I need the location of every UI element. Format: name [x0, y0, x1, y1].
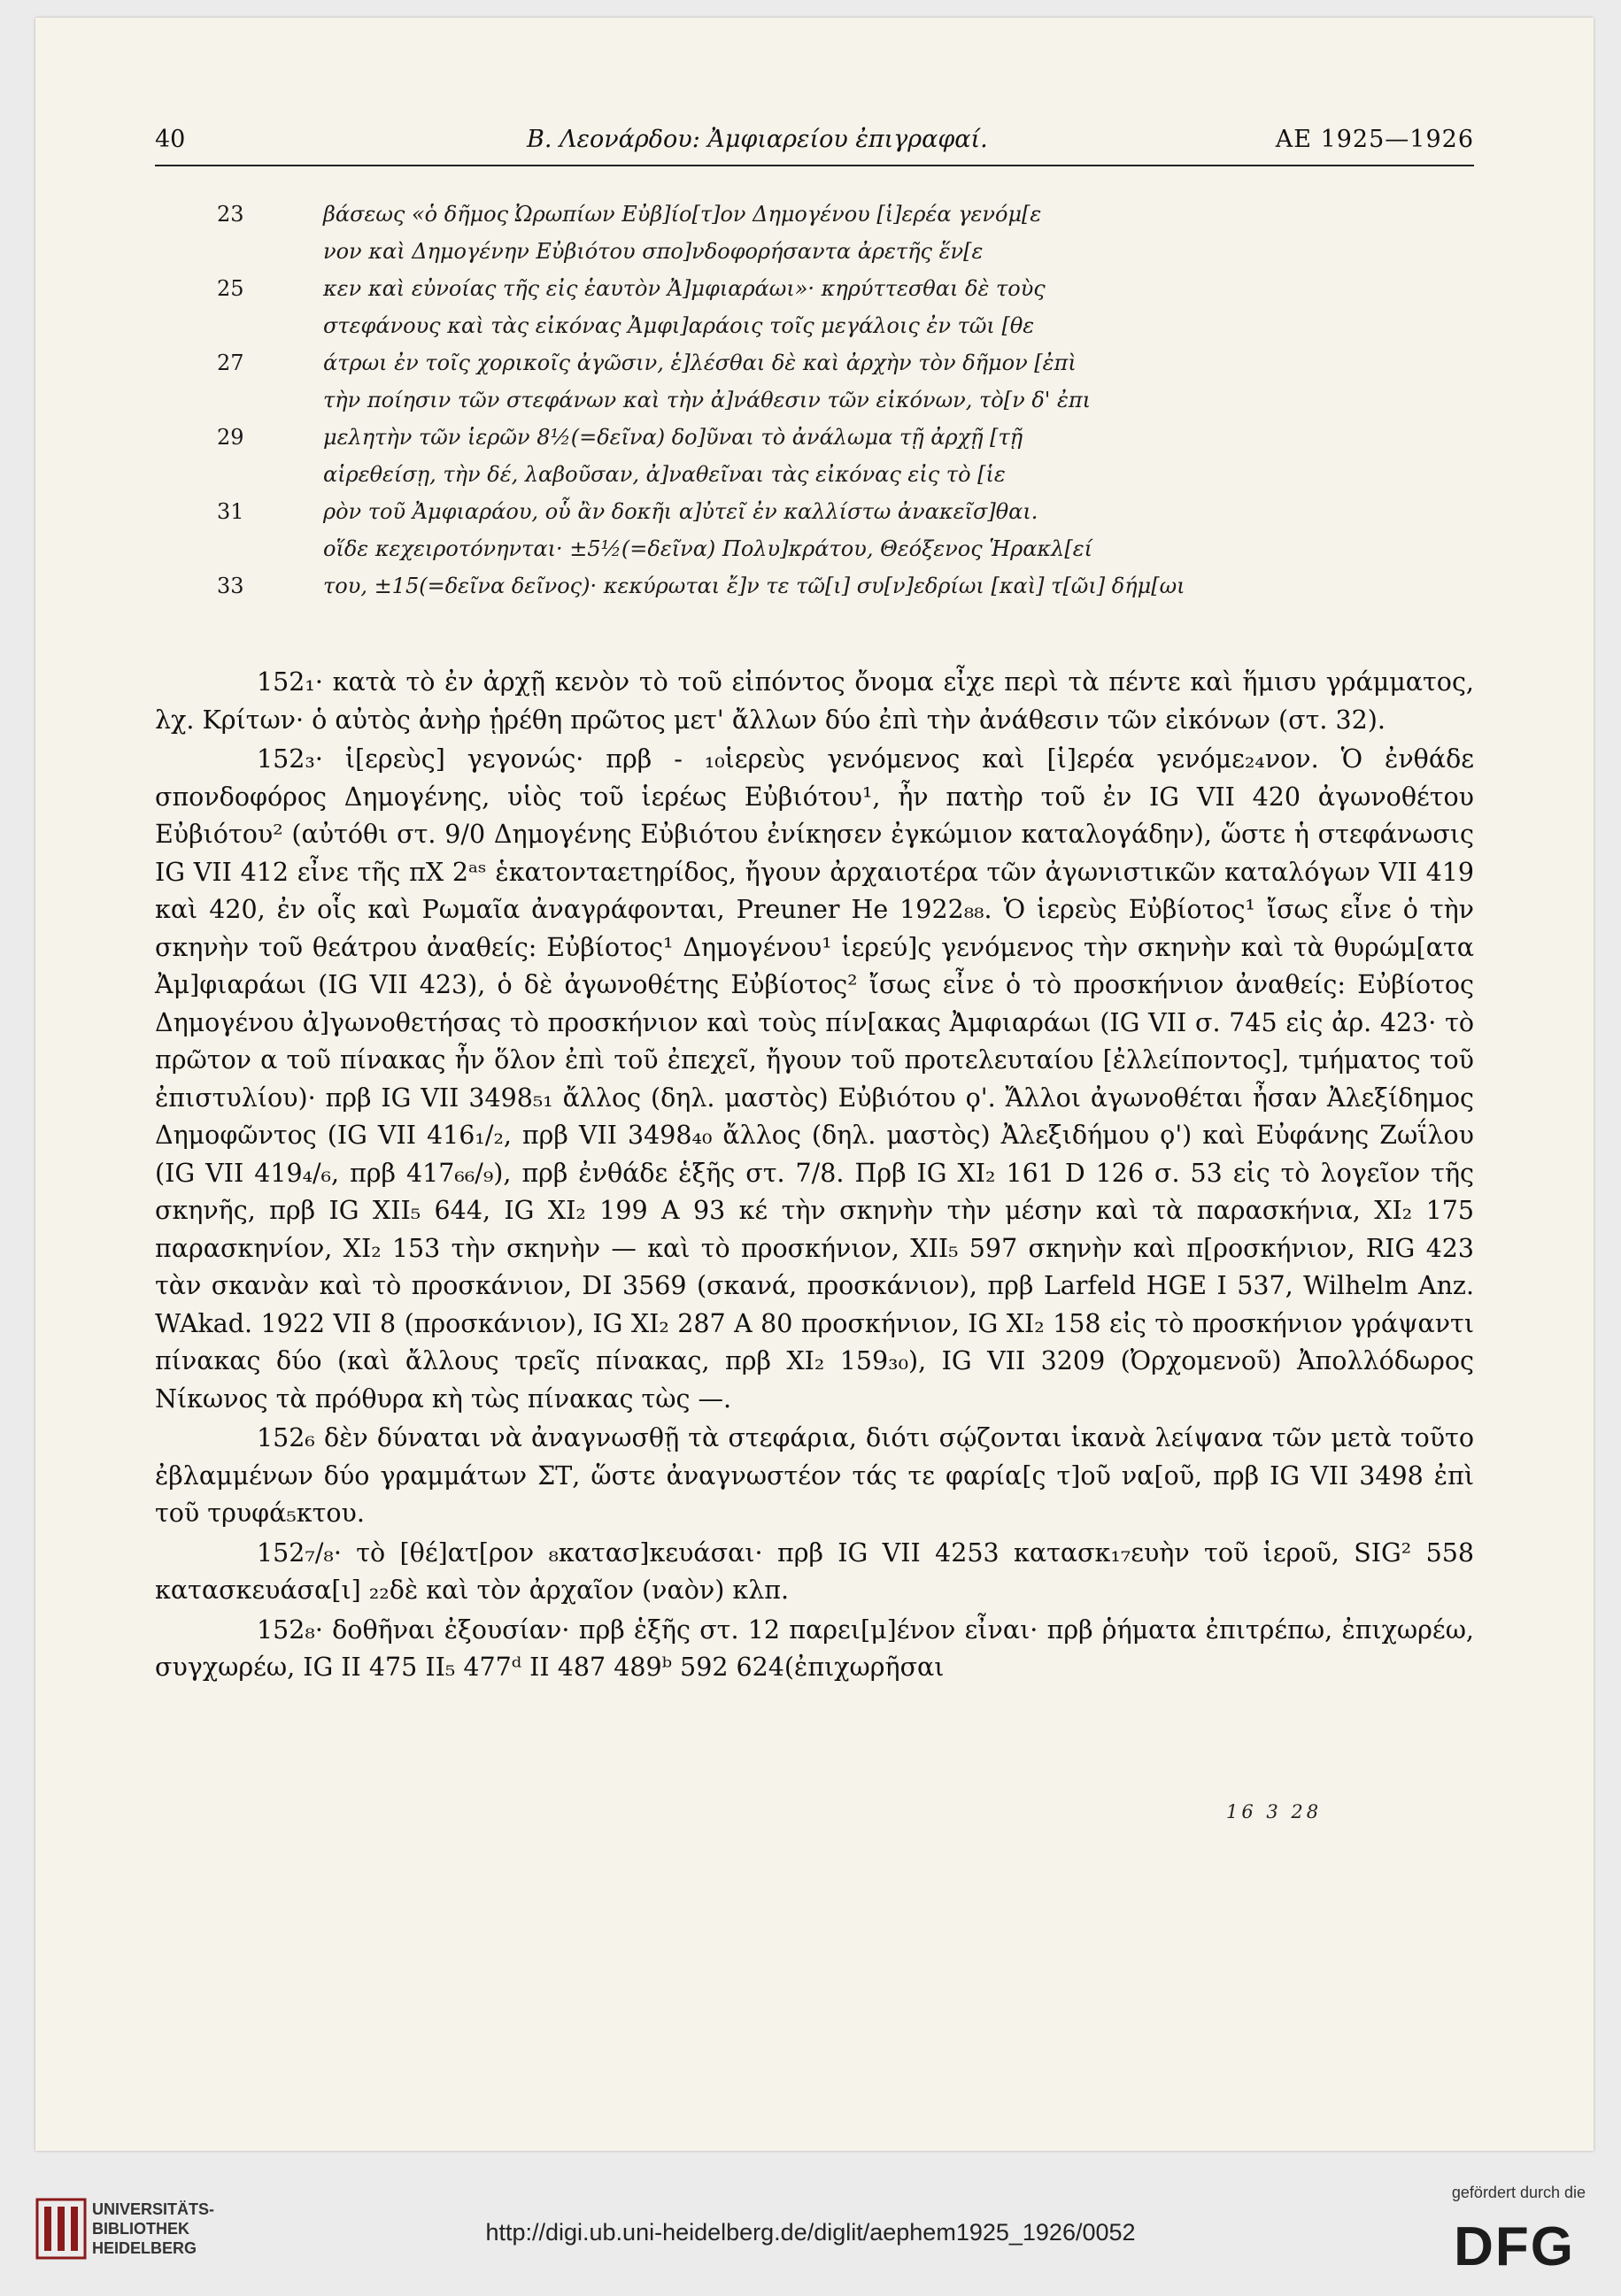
inscription-block — [155, 202, 1474, 611]
line-number: 33 — [217, 574, 244, 598]
inscription-line — [155, 462, 1474, 499]
running-title: B. Λεονάρδου: Ἀμφιαρείου ἐπιγραφαί. — [527, 126, 988, 153]
commentary-paragraph: 152₇/₈· τὸ [θέ]ατ[ρον ₈κατασ]κευάσαι· πρβ IG VII 4253 κατασκ₁₇ευὴν τοῦ ἱεροῦ, SIG² 558 κατασκευάσα[ι] ₂₂δὲ καὶ τὸν ἀρχαῖον (ναὸν) κλπ. — [155, 1537, 1474, 1605]
inscription-line — [155, 536, 1474, 574]
inscription-text: στεφάνους καὶ τὰς εἰκόνας Ἀμφι]αράοις τοῖς μεγάλοις ἐν τῶι [θε — [323, 313, 1035, 338]
permalink-url[interactable]: http://digi.ub.uni-heidelberg.de/diglit/aephem1925_1926/0052 — [485, 2219, 1136, 2246]
inscription-text: νον καὶ Δημογένην Εὐβιότου σπο]νδοφορήσαντα ἀρετῆς ἕν[ε — [323, 239, 984, 264]
inscription-text: μελητὴν τῶν ἱερῶν 8½(=δεῖνα) δο]ῦναι τὸ ἀνάλωμα τῇ ἀρχῇ [τῇ — [323, 425, 1023, 450]
inscription-text: άτρωι ἐν τοῖς χορικοῖς ἀγῶσιν, ἑ]λέσθαι δὲ καὶ ἀρχὴν τὸν δῆμον [ἐπὶ — [323, 351, 1077, 375]
inscription-line — [155, 313, 1474, 351]
library-name: UNIVERSITÄTS- BIBLIOTHEK HEIDELBERG — [92, 2200, 215, 2257]
journal-reference: ΑΕ 1925—1926 — [1275, 126, 1474, 153]
funding-note: gefördert durch die — [1451, 2184, 1586, 2201]
header-rule — [155, 165, 1474, 166]
inscription-text: οἵδε κεχειροτόνηνται· ±5½(=δεῖνα) Πολυ]κράτου, Θεόξενος Ἡρακλ[εί — [323, 536, 1093, 561]
line-number: 31 — [217, 499, 244, 524]
line-number: 23 — [217, 202, 244, 227]
commentary-text — [155, 664, 1474, 1689]
inscription-line — [155, 388, 1474, 425]
inscription-line — [155, 351, 1474, 388]
inscription-text: τὴν ποίησιν τῶν στεφάνων καὶ τὴν ἀ]νάθεσιν τῶν εἰκόνων, τὸ[ν δ' ἐπι — [323, 388, 1092, 412]
line-number: 25 — [217, 276, 244, 301]
inscription-text: ρὸν τοῦ Ἀμφιαράου, οὗ ἂν δοκῆι α]ὐτεῖ ἐν καλλίστω ἀνακεῖσ]θαι. — [323, 499, 1038, 524]
commentary-paragraph: 152₁· κατὰ τὸ ἐν ἀρχῇ κενὸν τὸ τοῦ εἰπόντος ὄνομα εἶχε περὶ τὰ πέντε καὶ ἥμισυ γράμματος, λχ. Κρίτων· ὁ αὐτὸς ἀνὴρ ᾑρέθη πρῶτος μετ' ἄλλων δύο ἐπὶ τὴν ἀνάθεσιν τῶν εἰκόνων (στ. 32). — [155, 667, 1474, 735]
line-number: 29 — [217, 425, 244, 450]
inscription-text: κεν καὶ εὐνοίας τῆς εἰς ἑαυτὸν Ἀ]μφιαράωι»· κηρύττεσθαι δὲ τοὺς — [323, 276, 1046, 301]
inscription-line — [155, 499, 1474, 536]
inscription-text: του, ±15(=δεῖνα δεῖνος)· κεκύρωται ἔ]ν τε τῶ[ι] συ[ν]εδρίωι [καὶ] τ[ῶι] δήμ[ωι — [323, 574, 1185, 598]
inscription-line — [155, 574, 1474, 611]
commentary-paragraph: 152₈· δοθῆναι ἐξουσίαν· πρβ ἑξῆς στ. 12 παρει[μ]ένον εἶναι· πρβ ῥήματα ἐπιτρέπω, ἐπιχωρέω, συγχωρέω, IG II 475 II₅ 477ᵈ II 487 489ᵇ 592 624(ἐπιχωρῆσαι — [155, 1614, 1474, 1682]
commentary-paragraph: 152₃· ἱ[ερεὺς] γεγονώς· πρβ - ₁₀ἱερεὺς γενόμενος καὶ [ἱ]ερέα γενόμε₂₄νον. Ὁ ἐνθάδε σπονδοφόρος Δημογένης, υἱὸς τοῦ ἱερέως Εὐβιότου¹, ἦν πατὴρ τοῦ ἐν IG VII 420 ἀγωνοθέτου Εὐβιότου² (αὐτόθι στ. 9/0 Δημογένης Εὐβιότου ἐνίκησεν ἐγκώμιον καταλογάδην), ὥστε ἡ στεφάνωσις IG VII 412 εἶνε τῆς πΧ 2ᵃˢ ἑκατονταετηρίδος, ἤγουν ἀρχαιοτέρα τῶν ἀγωνιστικῶν καταλόγων VII 419 καὶ 420, ἐν οἷς καὶ Ρωμαῖα ἀναγράφονται, Preuner He 1922₈₈. Ὁ ἱερεὺς Εὐβίοτος¹ ἴσως εἶνε ὁ τὴν σκηνὴν τοῦ θεάτρου ἀναθείς: Εὐβίοτος¹ Δημογένου¹ ἱερεύ]ς γενόμενος τὴν σκηνὴν καὶ τὰ θυρώμ[ατα Ἀμ]φιαράωι (IG VII 423), ὁ δὲ ἀγωνοθέτης Εὐβίοτος² ἴσως εἶνε ὁ τὸ προσκήνιον ἀναθείς: Εὐβίοτος Δημογένου ἀ]γωνοθετήσας τὸ προσκήνιον καὶ τοὺς πίν[ακας Ἀμφιαράωι (IG VII σ. 745 εἰς ἀρ. 423· τὸ πρῶτον α τοῦ πίνακας ἦν ὅλον ἐπὶ τοῦ ἐπεχεῖ, ἤγουν τοῦ προτελευταίου [ἐλλείποντος], τμήματος τοῦ ἐπιστυλίου)· πρβ IG VII 3498₅₁ ἄλλος (δηλ. μαστὸς) Εὐβιότου ϙ'. Ἄλλοι ἀγωνοθέται ἦσαν Ἀλεξίδημος Δημοφῶντος (IG VII 416₁/₂, πρβ VII 3498₄₀ ἄλλος (δηλ. μαστὸς) Ἀλεξιδήμου ϙ') καὶ Εὐφάνης Ζωΐλου (IG VII 419₄/₆, πρβ 417₆₆/₉), πρβ ἐνθάδε ἑξῆς στ. 7/8. Πρβ IG XI₂ 161 D 126 σ. 53 εἰς τὸ λογεῖον τῆς σκηνῆς, πρβ IG XII₅ 644, IG XI₂ 199 A 93 κέ τὴν σκηνὴν τὴν μέσην καὶ τὰ παρασκήνια, XI₂ 175 παρασκηνίον, XI₂ 153 τὴν σκηνὴν — καὶ τὸ προσκήνιον, XII₅ 597 σκηνὴν καὶ π[ροσκήνιον, RIG 423 τὰν σκανὰν καὶ τὸ προσκάνιον, DI 3569 (σκανά, προσκάνιον), πρβ Larfeld HGE I 537, Wilhelm Anz. WAkad. 1922 VII 8 (προσκάνιον), IG XI₂ 287 A 80 προσκήνιον, IG XI₂ 158 εἰς τὸ προσκήνιον γράψαντι πίνακας δύο (καὶ ἄλλους τρεῖς πίνακας, πρβ XI₂ 159₃₀), IG VII 3209 (Ὀρχομενοῦ) Ἀπολλόδωρος Νίκωνος τὰ πρόθυρα κὴ τὼς πίνακας τὼς —. — [155, 744, 1474, 1414]
page-number: 40 — [155, 126, 186, 153]
inscription-line — [155, 202, 1474, 239]
inscription-text: βάσεως «ὁ δῆμος Ὠρωπίων Εὐβ]ίο[τ]ον Δημογένου [ἱ]ερέα γενόμ[ε — [323, 202, 1042, 227]
printer-signature: 16 3 28 — [1226, 1801, 1323, 1822]
inscription-line — [155, 239, 1474, 276]
inscription-text: αἱρεθείσῃ, τὴν δέ, λαβοῦσαν, ἀ]ναθεῖναι τὰς εἰκόνας εἰς τὸ [ἱε — [323, 462, 1006, 487]
inscription-line — [155, 425, 1474, 462]
commentary-paragraph: 152₆ δὲν δύναται νὰ ἀναγνωσθῇ τὰ στεφάρια, διότι σῴζονται ἱκανὰ λείψανα τῶν μετὰ τοῦτο ἐβλαμμένων δύο γραμμάτων ΣΤ, ὥστε ἀναγνωστέον τάς τε φαρία[ς τ]οῦ να[οῦ, πρβ IG VII 3498 ἐπὶ τοῦ τρυφά₅κτου. — [155, 1423, 1474, 1528]
dfg-logo: DFG — [1454, 2216, 1575, 2277]
inscription-line — [155, 276, 1474, 313]
line-number: 27 — [217, 351, 244, 375]
footer-bar — [0, 2173, 1621, 2296]
